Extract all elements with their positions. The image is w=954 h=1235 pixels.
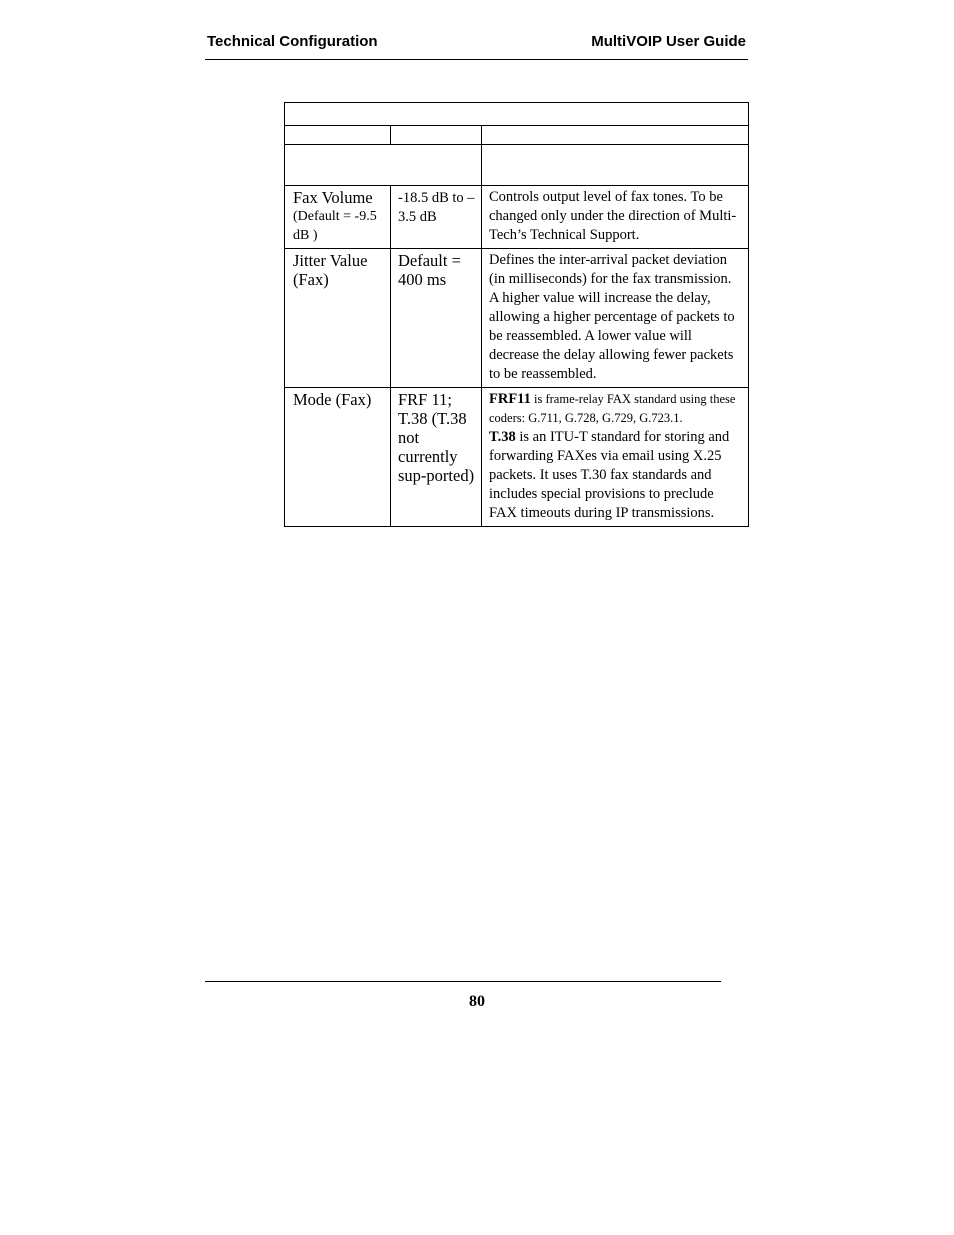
param-default: (Default = -9.5 dB ) (293, 209, 377, 243)
header-divider (205, 59, 748, 60)
table-row (285, 249, 749, 388)
table-header-row (285, 126, 749, 145)
footer-divider (205, 981, 721, 982)
table-row (285, 186, 749, 249)
header-cell-parameter (285, 126, 391, 145)
t38-description: is an ITU-T standard for storing and forwarding FAXes via email using X.25 packets. It uses T.30 fax standards and includes special provisions to preclude FAX timeouts during IP transmissions. (489, 429, 730, 521)
description-cell (482, 388, 749, 527)
frf11-description: is frame-relay FAX standard using these coders: G.711, G.728, G.729, G.723.1. (489, 392, 736, 425)
table-row (285, 388, 749, 527)
header-cell-description (482, 126, 749, 145)
param-cell (285, 186, 391, 249)
range-cell: Default = 400 ms (391, 249, 482, 388)
param-cell: Jitter Value (Fax) (285, 249, 391, 388)
page-number: 80 (469, 993, 485, 1010)
range-cell: FRF 11; T.38 (T.38 not currently sup-ported) (391, 388, 482, 527)
description-cell: Controls output level of fax tones. To be changed only under the direction of Multi-Tech’s Technical Support. (482, 186, 749, 249)
section-title: Technical Configuration (207, 33, 378, 50)
header-cell-values (391, 126, 482, 145)
fax-parameters-table (284, 102, 749, 527)
table-title-cell (285, 103, 749, 126)
t38-term: T.38 (489, 429, 516, 445)
param-name: Fax Volume (293, 188, 373, 207)
guide-title: MultiVOIP User Guide (591, 33, 746, 50)
group-cell-right (482, 145, 749, 186)
table-title-row (285, 103, 749, 126)
range-cell: -18.5 dB to –3.5 dB (391, 186, 482, 249)
param-cell: Mode (Fax) (285, 388, 391, 527)
frf11-term: FRF11 (489, 391, 531, 407)
table-group-row (285, 145, 749, 186)
description-cell: Defines the inter-arrival packet deviation (in milliseconds) for the fax transmission. A higher value will increase the delay, allowing a higher percentage of packets to be reassembled. A lower value will decrease the delay allowing fewer packets to be reassembled. (482, 249, 749, 388)
group-cell-left (285, 145, 482, 186)
